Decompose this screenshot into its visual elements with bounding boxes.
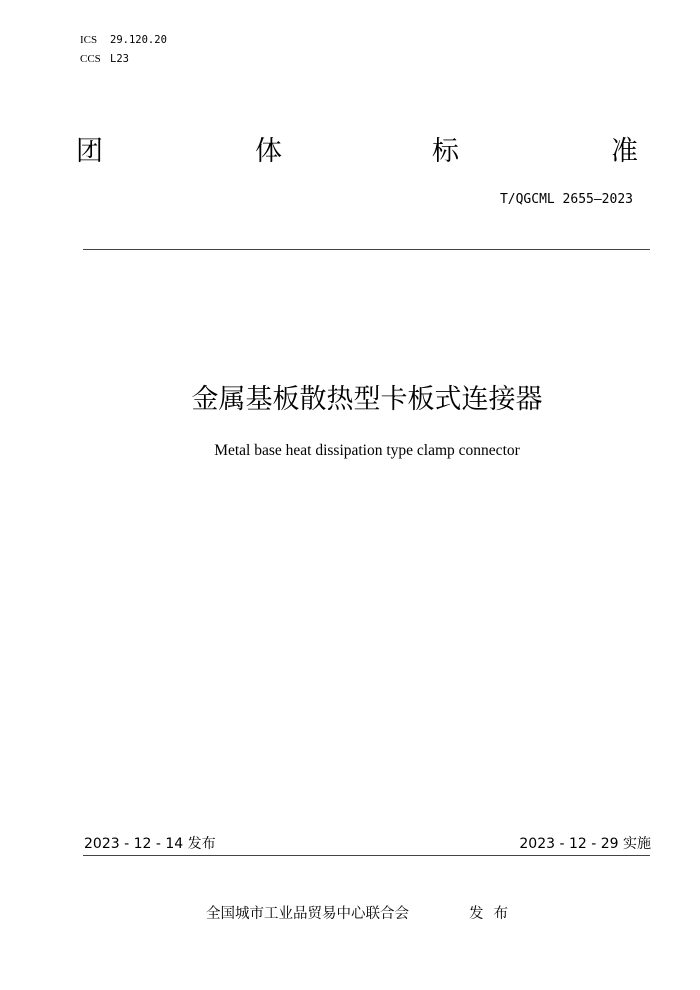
standard-number: T/QGCML 2655—2023 <box>499 192 633 207</box>
ics-label: ICS <box>80 34 98 46</box>
implementation-date: 2023 - 12 - 29 实施 <box>519 836 651 852</box>
bottom-divider <box>83 855 650 856</box>
ccs-classification <box>80 52 129 66</box>
publish-action: 发布 <box>469 906 518 922</box>
standard-type-char: 团 <box>76 136 103 167</box>
standard-type-char: 标 <box>432 136 459 167</box>
ics-value: 29.120.20 <box>110 34 167 46</box>
top-divider <box>83 249 650 250</box>
ccs-label: CCS <box>80 53 101 65</box>
title-chinese: 金属基板散热型卡板式连接器 <box>191 384 543 415</box>
publisher-name: 全国城市工业品贸易中心联合会 <box>206 906 409 922</box>
standard-type-char: 体 <box>255 136 282 167</box>
title-english: Metal base heat dissipation type clamp connector <box>214 442 520 459</box>
issue-date: 2023 - 12 - 14 发布 <box>84 836 216 852</box>
ics-classification <box>80 33 167 47</box>
ccs-value: L23 <box>110 53 129 65</box>
standard-type-char: 准 <box>611 136 638 167</box>
